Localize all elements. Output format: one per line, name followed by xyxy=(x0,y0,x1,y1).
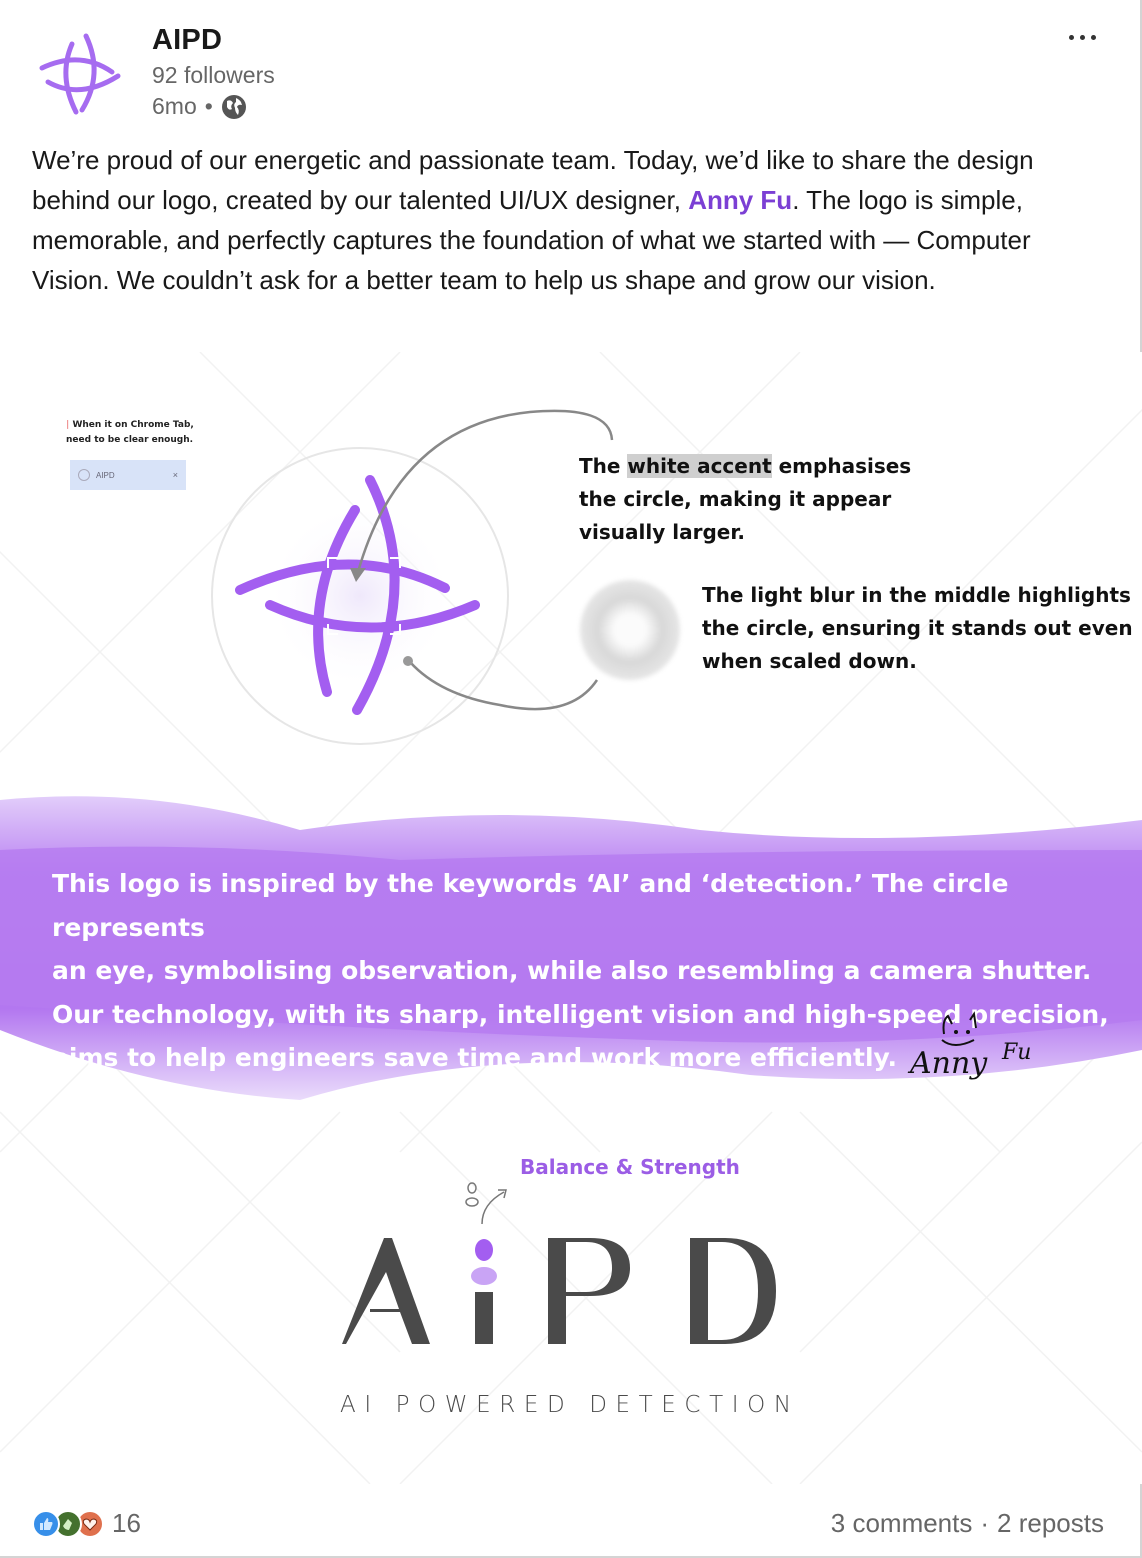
ellipsis-dot xyxy=(1091,35,1096,40)
cat-doodle-icon xyxy=(934,1010,994,1050)
band-line4: aims to help engineers save time and work more efficiently. xyxy=(52,1043,898,1072)
aipd-wordmark xyxy=(340,1234,780,1354)
company-name[interactable]: AIPD xyxy=(152,24,223,56)
note1-line3: visually larger. xyxy=(579,520,745,544)
meta-separator: • xyxy=(204,93,213,119)
close-icon: × xyxy=(172,470,178,480)
post-meta xyxy=(152,93,247,120)
chrome-tab-mockup xyxy=(70,460,186,490)
company-logo-avatar[interactable] xyxy=(36,30,124,118)
ellipsis-icon xyxy=(1069,35,1074,40)
like-icon xyxy=(32,1510,60,1538)
post-body-text xyxy=(32,140,1112,300)
follower-count: 92 followers xyxy=(152,62,275,88)
globe-icon xyxy=(221,94,247,120)
note-marker: | xyxy=(66,420,70,430)
post-header xyxy=(0,0,1140,130)
mention-link[interactable]: Anny Fu xyxy=(688,185,793,215)
post-time: 6mo xyxy=(152,93,197,119)
note2-line1: The light blur in the middle highlights xyxy=(702,583,1131,607)
note1-highlight: white accent xyxy=(627,454,772,478)
favicon-icon xyxy=(78,469,90,481)
band-line1: This logo is inspired by the keywords ‘AI’ and ‘detection.’ The circle represents xyxy=(52,869,1009,942)
ellipsis-dot xyxy=(1080,35,1085,40)
light-blur-note xyxy=(702,579,1133,678)
post-stats xyxy=(831,1508,1104,1539)
signature-fu: Fu xyxy=(1002,1040,1032,1065)
tab-note-line2: need to be clear enough. xyxy=(66,435,194,445)
white-accent-note xyxy=(579,450,911,549)
pebbles-doodle-icon xyxy=(460,1178,520,1228)
blur-demo-circle xyxy=(580,580,680,680)
band-line3: Our technology, with its sharp, intelligent vision and high-speed precision, xyxy=(52,999,1109,1029)
comments-link[interactable]: 3 comments xyxy=(830,1508,973,1538)
note2-line3: when scaled down. xyxy=(702,649,917,673)
note2-line2: the circle, ensuring it stands out even xyxy=(702,616,1133,640)
post-text-part1: We’re proud of our energetic and passionate team. Today, we’d like to share the design behind our logo, created by our talented UI/UX designer, xyxy=(32,145,1034,215)
tagline: Balance & Strength xyxy=(520,1155,740,1179)
signature-anny: Anny xyxy=(910,1046,988,1081)
ai-powered-detection-subline: AI POWERED DETECTION xyxy=(340,1392,800,1418)
tab-note-line1: When it on Chrome Tab, xyxy=(72,420,194,430)
post-text-part2: . The logo is simple, memorable, and perfectly captures the foundation of what we started with — Computer Vision. We couldn’t ask for a better team to help us shape and grow our vision. xyxy=(32,185,1031,295)
reaction-count: 16 xyxy=(112,1508,141,1538)
reposts-link[interactable]: 2 reposts xyxy=(997,1508,1104,1538)
chrome-tab-note xyxy=(66,418,194,448)
more-options-button[interactable] xyxy=(1060,24,1104,50)
note1-pre: The xyxy=(579,454,628,478)
tab-label: AIPD xyxy=(96,470,115,480)
band-line2: an eye, symbolising observation, while also resembling a camera shutter. xyxy=(52,956,1092,985)
note1-post: emphasises xyxy=(771,454,912,478)
stats-separator: · xyxy=(980,1508,990,1538)
note1-line2: the circle, making it appear xyxy=(579,487,892,511)
reactions-summary[interactable] xyxy=(32,1508,141,1539)
